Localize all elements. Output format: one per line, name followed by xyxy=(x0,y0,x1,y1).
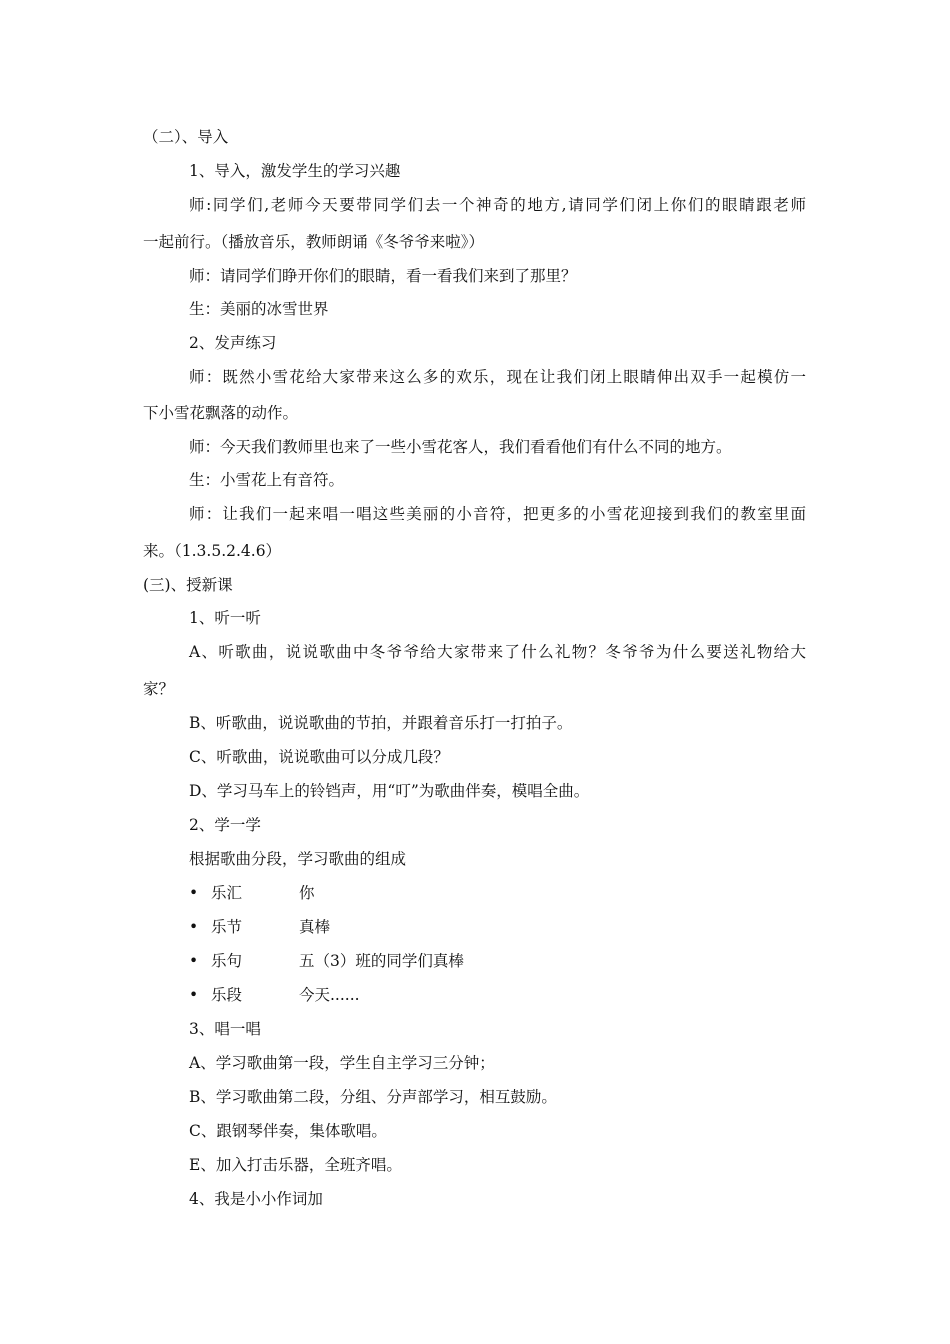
paragraph-line: 师：让我们一起来唱一唱这些美丽的小音符，把更多的小雪花迎接到我们的教室里面 xyxy=(189,505,806,523)
paragraph-line: A、听歌曲，说说歌曲中冬爷爷给大家带来了什么礼物？冬爷爷为什么要送礼物给大 xyxy=(189,643,806,661)
paragraph-line: A、学习歌曲第一段，学生自主学习三分钟； xyxy=(189,1054,495,1072)
list-item-example: 你 xyxy=(299,884,315,902)
list-item-example: 五（3）班的同学们真棒 xyxy=(299,952,464,970)
item-heading: 1、听一听 xyxy=(189,609,261,627)
paragraph-line: 师：既然小雪花给大家带来这么多的欢乐，现在让我们闭上眼睛伸出双手一起模仿一 xyxy=(189,368,806,386)
item-heading: 2、发声练习 xyxy=(189,334,277,352)
bullet-icon: • xyxy=(189,884,199,902)
list-item-term: 乐段 xyxy=(211,986,243,1004)
paragraph-line: C、跟钢琴伴奏，集体歌唱。 xyxy=(189,1122,387,1140)
paragraph-line: 师:同学们,老师今天要带同学们去一个神奇的地方,请同学们闭上你们的眼睛跟老师 xyxy=(189,196,806,214)
paragraph-line: 来。（1.3.5.2.4.6） xyxy=(143,542,282,560)
section-heading-new-lesson: (三)、授新课 xyxy=(143,576,233,594)
paragraph-line: 家？ xyxy=(143,680,175,698)
item-heading: 3、唱一唱 xyxy=(189,1020,261,1038)
list-item-term: 乐句 xyxy=(211,952,243,970)
list-item-example: 真棒 xyxy=(299,918,331,936)
bullet-icon: • xyxy=(189,918,199,936)
paragraph-line: 生：小雪花上有音符。 xyxy=(189,471,345,489)
paragraph-line: E、加入打击乐器，全班齐唱。 xyxy=(189,1156,402,1174)
paragraph-line: D、学习马车上的铃铛声，用“叮”为歌曲伴奏，模唱全曲。 xyxy=(189,782,590,800)
paragraph-line: 生：美丽的冰雪世界 xyxy=(189,300,329,318)
paragraph-line: 师：请同学们睁开你们的眼睛，看一看我们来到了那里？ xyxy=(189,267,577,285)
item-heading: 4、我是小小作词加 xyxy=(189,1190,323,1208)
section-heading-intro: （二）、导入 xyxy=(143,128,229,146)
paragraph-line: 师：今天我们教师里也来了一些小雪花客人，我们看看他们有什么不同的地方。 xyxy=(189,438,732,456)
paragraph-line: B、听歌曲，说说歌曲的节拍，并跟着音乐打一打拍子。 xyxy=(189,714,573,732)
list-item-term: 乐节 xyxy=(211,918,243,936)
paragraph-line: B、学习歌曲第二段，分组、分声部学习，相互鼓励。 xyxy=(189,1088,557,1106)
paragraph-line: 一起前行。（播放音乐，教师朗诵《冬爷爷来啦》） xyxy=(143,233,485,251)
item-heading: 1、导入，激发学生的学习兴趣 xyxy=(189,162,401,180)
bullet-icon: • xyxy=(189,986,199,1004)
bullet-icon: • xyxy=(189,952,199,970)
paragraph-line: C、听歌曲，说说歌曲可以分成几段？ xyxy=(189,748,449,766)
list-item-term: 乐汇 xyxy=(211,884,243,902)
item-heading: 2、学一学 xyxy=(189,816,261,834)
paragraph-line: 根据歌曲分段，学习歌曲的组成 xyxy=(189,850,407,868)
paragraph-line: 下小雪花飘落的动作。 xyxy=(143,404,299,422)
list-item-example: 今天...... xyxy=(299,986,360,1004)
